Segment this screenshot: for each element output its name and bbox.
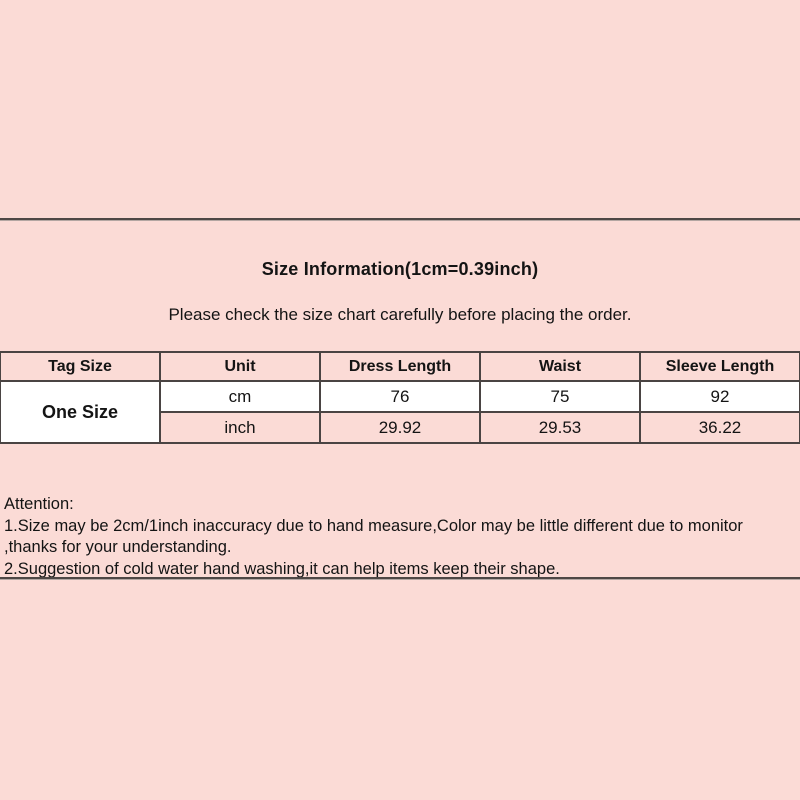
attention-line-3: 2.Suggestion of cold water hand washing,it can help items keep their shape.	[4, 559, 560, 578]
column-header-unit: Unit	[160, 352, 320, 381]
column-header-sleeve-length: Sleeve Length	[640, 352, 800, 381]
attention-heading: Attention:	[4, 495, 74, 513]
column-header-dress-length: Dress Length	[320, 352, 480, 381]
cell-waist-inch: 29.53	[480, 412, 640, 443]
size-table	[0, 351, 800, 444]
cell-dress-length-inch: 29.92	[320, 412, 480, 443]
column-header-waist: Waist	[480, 352, 640, 381]
attention-line-2: ,thanks for your understanding.	[4, 538, 232, 556]
page-title: Size Information(1cm=0.39inch)	[261, 259, 539, 279]
cell-tag-size: One Size	[0, 381, 160, 443]
attention-block	[4, 494, 798, 580]
size-table-row-cm	[0, 381, 800, 412]
attention-line-1: 1.Size may be 2cm/1inch inaccuracy due to hand measure,Color may be little different due to monitor	[4, 516, 743, 535]
cell-dress-length-cm: 76	[320, 381, 480, 412]
cell-unit-cm: cm	[160, 381, 320, 412]
cell-unit-inch: inch	[160, 412, 320, 443]
top-divider	[0, 218, 800, 220]
cell-waist-cm: 75	[480, 381, 640, 412]
size-table-header-row	[0, 352, 800, 381]
bottom-divider	[0, 577, 800, 579]
cell-sleeve-length-inch: 36.22	[640, 412, 800, 443]
cell-sleeve-length-cm: 92	[640, 381, 800, 412]
column-header-tag-size: Tag Size	[0, 352, 160, 381]
subtitle-note: Please check the size chart carefully before placing the order.	[168, 305, 632, 324]
